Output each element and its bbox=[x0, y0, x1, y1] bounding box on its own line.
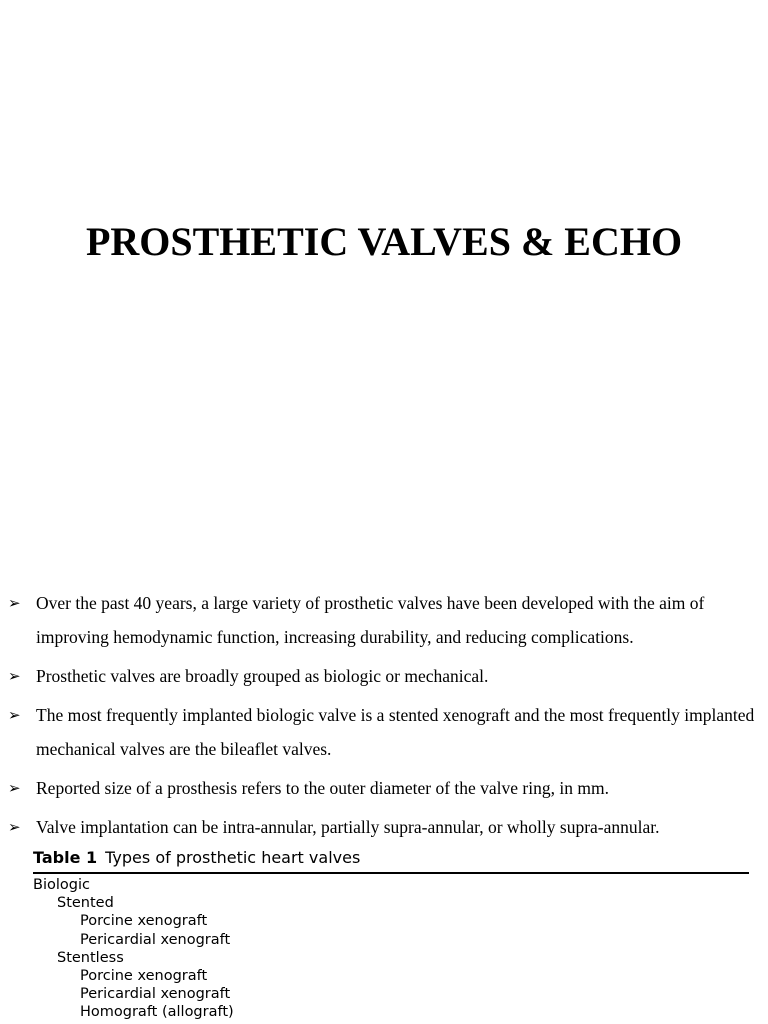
bullet-text: Over the past 40 years, a large variety of prosthetic valves have been developed with the aim of improving hemodynamic function, increasing durability, and reducing complications. bbox=[36, 593, 705, 647]
table-number: Table 1 bbox=[33, 848, 98, 867]
arrowhead-bullet-icon: ➢ bbox=[8, 779, 21, 797]
table-caption bbox=[33, 846, 749, 874]
bullet-text: Reported size of a prosthesis refers to the outer diameter of the valve ring, in mm. bbox=[36, 778, 609, 798]
bullet-text: Valve implantation can be intra-annular, partially supra-annular, or wholly supra-annular. bbox=[36, 817, 660, 837]
table-caption-text: Types of prosthetic heart valves bbox=[105, 848, 361, 867]
arrowhead-bullet-icon: ➢ bbox=[8, 667, 21, 685]
arrowhead-bullet-icon: ➢ bbox=[8, 818, 21, 836]
bullet-text: Prosthetic valves are broadly grouped as biologic or mechanical. bbox=[36, 666, 489, 686]
arrowhead-bullet-icon: ➢ bbox=[8, 706, 21, 724]
bullet-text: The most frequently implanted biologic valve is a stented xenograft and the most frequently implanted mechanical valves are the bileaflet valves. bbox=[36, 705, 755, 759]
table-row: Biologic bbox=[33, 877, 90, 893]
bullet-item bbox=[8, 659, 764, 693]
table-row: Stented bbox=[57, 895, 114, 912]
table-row: Porcine xenograft bbox=[80, 913, 208, 930]
bullet-list bbox=[8, 586, 764, 849]
page-title: PROSTHETIC VALVES & ECHO bbox=[85, 219, 683, 264]
bullet-item bbox=[8, 771, 764, 805]
table-row: Stentless bbox=[57, 949, 124, 966]
bullet-item bbox=[8, 698, 764, 766]
table-row: Pericardial xenograft bbox=[80, 931, 231, 948]
bullet-item bbox=[8, 810, 764, 844]
arrowhead-bullet-icon: ➢ bbox=[8, 594, 21, 612]
table-row: Porcine xenograft bbox=[80, 967, 208, 984]
valve-types-table bbox=[33, 846, 749, 1022]
table-row: Homograft (allograft) bbox=[80, 1004, 234, 1021]
table-rows bbox=[33, 876, 749, 1022]
bullet-item bbox=[8, 586, 764, 654]
table-row: Pericardial xenograft bbox=[80, 986, 231, 1003]
